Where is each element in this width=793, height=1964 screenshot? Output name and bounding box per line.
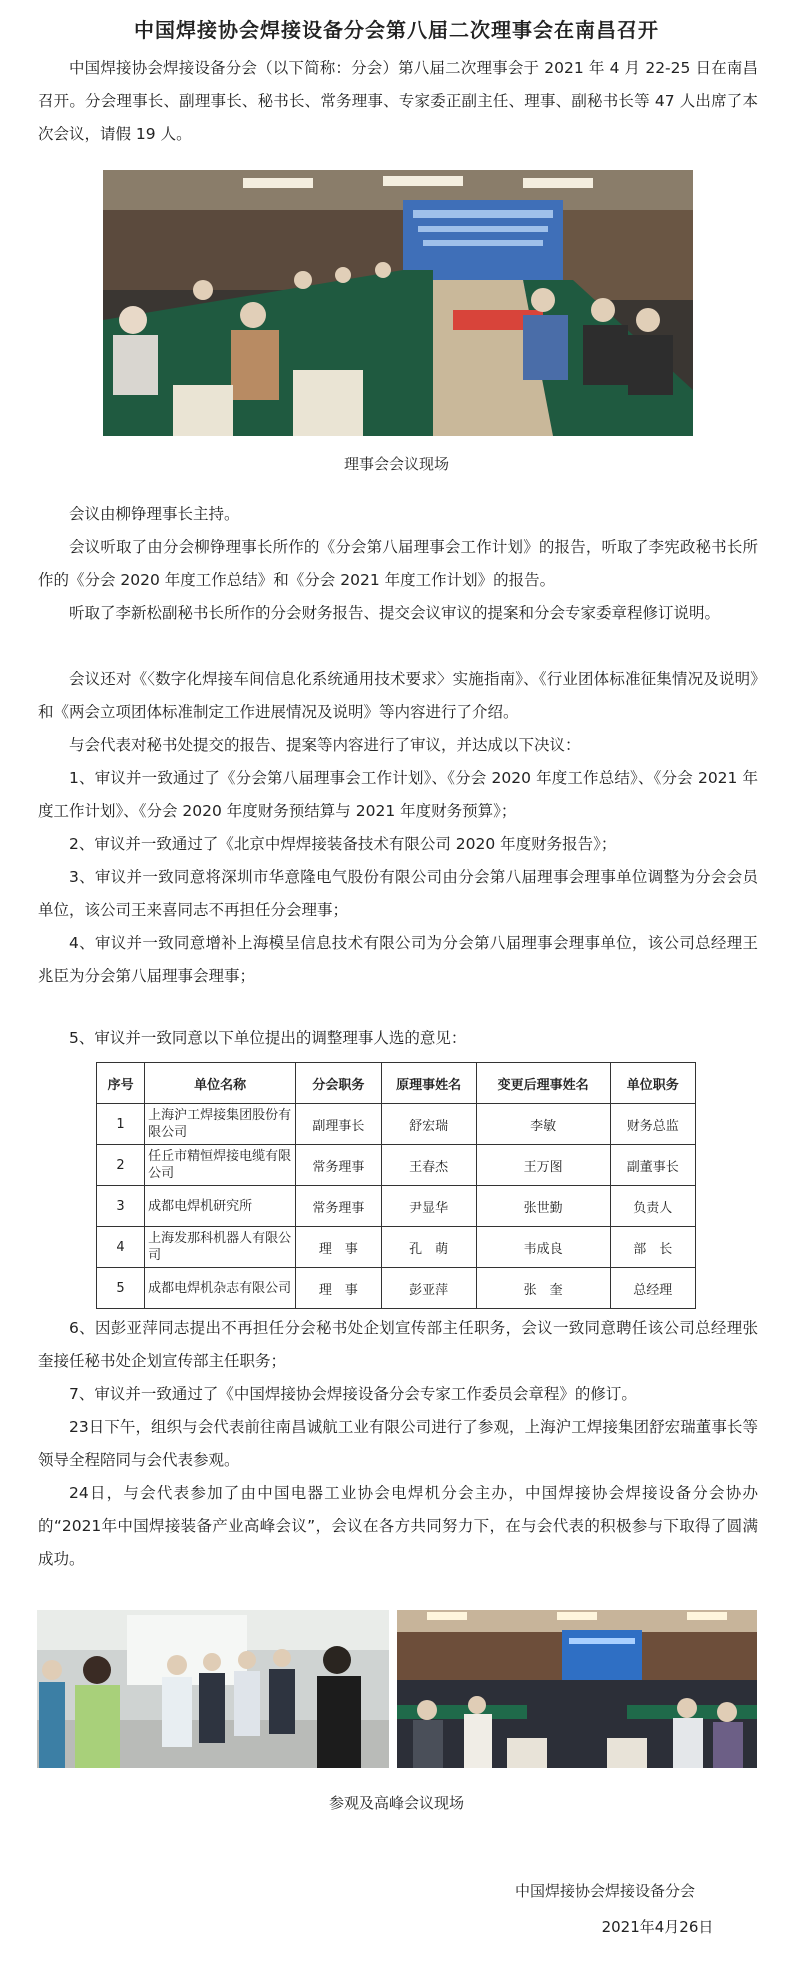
cell-index: 4 bbox=[97, 1227, 145, 1268]
cell-unit: 上海沪工焊接集团股份有限公司 bbox=[145, 1104, 296, 1145]
col-header-unit: 单位名称 bbox=[145, 1063, 296, 1104]
paragraph-host: 会议由柳铮理事长主持。 bbox=[69, 505, 240, 523]
table-row bbox=[97, 1186, 696, 1227]
cell-new: 王万图 bbox=[476, 1145, 610, 1186]
resolution-5: 5、审议并一致同意以下单位提出的调整理事人选的意见： bbox=[69, 1029, 467, 1047]
cell-new: 张 奎 bbox=[476, 1268, 610, 1309]
cell-unit: 上海发那科机器人有限公司 bbox=[145, 1227, 296, 1268]
cell-new: 张世勤 bbox=[476, 1186, 610, 1227]
paragraph-standards: 会议还对《〈数字化焊接车间信息化系统通用技术要求〉实施指南》、《行业团体标准征集情况及说明》和《两会立项团体标准制定工作进展情况及说明》等内容进行了介绍。 bbox=[38, 670, 758, 721]
cell-original: 舒宏瑞 bbox=[381, 1104, 476, 1145]
signature-date: 2021年4月26日 bbox=[601, 1918, 714, 1936]
article-title: 中国焊接协会焊接设备分会第八届二次理事会在南昌召开 bbox=[134, 18, 659, 42]
col-header-index: 序号 bbox=[97, 1063, 145, 1104]
table-row bbox=[97, 1268, 696, 1309]
cell-original: 孔 萌 bbox=[381, 1227, 476, 1268]
cell-new: 韦成良 bbox=[476, 1227, 610, 1268]
table-row bbox=[97, 1227, 696, 1268]
cell-index: 1 bbox=[97, 1104, 145, 1145]
cell-index: 2 bbox=[97, 1145, 145, 1186]
col-header-original: 原理事姓名 bbox=[381, 1063, 476, 1104]
cell-unit: 成都电焊机杂志有限公司 bbox=[145, 1268, 296, 1309]
cell-original: 尹显华 bbox=[381, 1186, 476, 1227]
table-row bbox=[97, 1145, 696, 1186]
paragraph-reports: 会议听取了由分会柳铮理事长所作的《分会第八届理事会工作计划》的报告，听取了李宪政秘书长所作的《分会 2020 年度工作总结》和《分会 2021 年度工作计划》的报告。 bbox=[38, 538, 758, 589]
meeting-photo bbox=[103, 170, 693, 436]
paragraph-finance: 听取了李新松副秘书长所作的分会财务报告、提交会议审议的提案和分会专家委章程修订说明。 bbox=[69, 604, 721, 622]
table-header-row bbox=[97, 1063, 696, 1104]
table-row bbox=[97, 1104, 696, 1145]
cell-title: 部 长 bbox=[610, 1227, 695, 1268]
resolution-1: 1、审议并一致通过了《分会第八届理事会工作计划》、《分会 2020 年度工作总结》、《分会 2021 年度工作计划》、《分会 2020 年度财务预结算与 2021 年度财务预算》； bbox=[38, 769, 758, 820]
resolution-4: 4、审议并一致同意增补上海模呈信息技术有限公司为分会第八届理事会理事单位，该公司总经理王兆臣为分会第八届理事会理事； bbox=[38, 934, 758, 985]
cell-unit: 任丘市精恒焊接电缆有限公司 bbox=[145, 1145, 296, 1186]
resolution-6: 6、因彭亚萍同志提出不再担任分会秘书处企划宣传部主任职务，会议一致同意聘任该公司总经理张奎接任秘书处企划宣传部主任职务； bbox=[38, 1319, 758, 1370]
cell-position: 副理事长 bbox=[296, 1104, 381, 1145]
resolution-2: 2、审议并一致通过了《北京中焊焊接装备技术有限公司 2020 年度财务报告》； bbox=[69, 835, 617, 853]
visit-photo-caption: 参观及高峰会议现场 bbox=[328, 1794, 464, 1812]
paragraph-review: 与会代表对秘书处提交的报告、提案等内容进行了审议，并达成以下决议： bbox=[69, 736, 581, 754]
cell-position: 理 事 bbox=[296, 1268, 381, 1309]
cell-title: 财务总监 bbox=[610, 1104, 695, 1145]
paragraph-visit: 23日下午，组织与会代表前往南昌诚航工业有限公司进行了参观，上海沪工焊接集团舒宏瑞董事长等领导全程陪同与会代表参观。 bbox=[38, 1418, 758, 1469]
signature-org: 中国焊接协会焊接设备分会 bbox=[515, 1882, 696, 1900]
cell-original: 彭亚萍 bbox=[381, 1268, 476, 1309]
cell-position: 常务理事 bbox=[296, 1145, 381, 1186]
cell-original: 王春杰 bbox=[381, 1145, 476, 1186]
col-header-new: 变更后理事姓名 bbox=[476, 1063, 610, 1104]
cell-new: 李敏 bbox=[476, 1104, 610, 1145]
cell-position: 理 事 bbox=[296, 1227, 381, 1268]
visit-photo bbox=[37, 1610, 389, 1768]
intro-paragraph: 中国焊接协会焊接设备分会（以下简称：分会）第八届二次理事会于 2021 年 4 月 22-25 日在南昌召开。分会理事长、副理事长、秘书长、常务理事、专家委正副主任、理事、副秘书长等 47 人出席了本次会议，请假 19 人。 bbox=[38, 59, 758, 143]
resolution-7: 7、审议并一致通过了《中国焊接协会焊接设备分会专家工作委员会章程》的修订。 bbox=[69, 1385, 637, 1403]
paragraph-summit: 24日，与会代表参加了由中国电器工业协会电焊机分会主办，中国焊接协会焊接设备分会协办的“2021年中国焊接装备产业高峰会议”，会议在各方共同努力下，在与会代表的积极参与下取得了圆满成功。 bbox=[38, 1484, 758, 1568]
cell-title: 总经理 bbox=[610, 1268, 695, 1309]
cell-unit: 成都电焊机研究所 bbox=[145, 1186, 296, 1227]
cell-title: 副董事长 bbox=[610, 1145, 695, 1186]
col-header-position: 分会职务 bbox=[296, 1063, 381, 1104]
cell-title: 负责人 bbox=[610, 1186, 695, 1227]
resolution-3: 3、审议并一致同意将深圳市华意隆电气股份有限公司由分会第八届理事会理事单位调整为分会会员单位，该公司王来喜同志不再担任分会理事； bbox=[38, 868, 758, 919]
cell-index: 5 bbox=[97, 1268, 145, 1309]
director-change-table bbox=[96, 1062, 696, 1309]
cell-index: 3 bbox=[97, 1186, 145, 1227]
summit-photo bbox=[397, 1610, 757, 1768]
meeting-photo-caption: 理事会会议现场 bbox=[343, 455, 449, 473]
cell-position: 常务理事 bbox=[296, 1186, 381, 1227]
col-header-title: 单位职务 bbox=[610, 1063, 695, 1104]
